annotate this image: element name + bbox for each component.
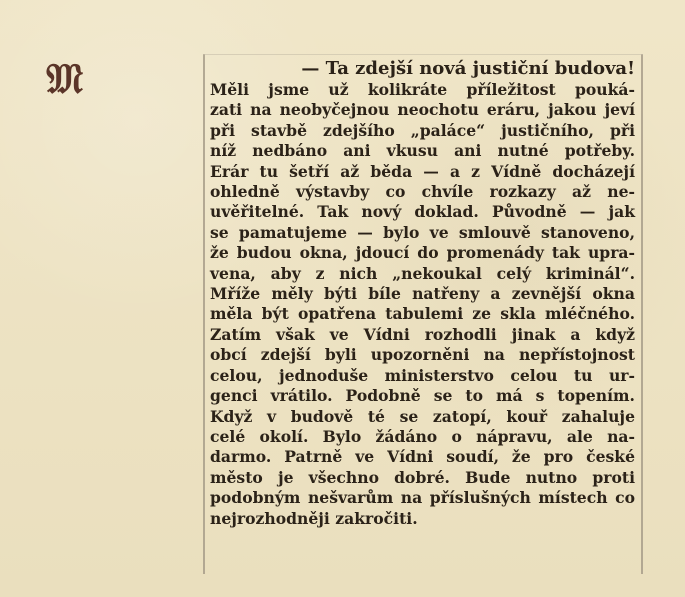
- article-line: zati na neobyčejnou neochotu eráru, jakou jeví: [210, 100, 635, 120]
- article-line: Když v budově té se zatopí, kouř zahaluje: [210, 406, 635, 426]
- article-line: uvěřitelné. Tak nový doklad. Původně — jak: [210, 202, 635, 222]
- article-line: celou, jednoduše ministerstvo celou tu ur-: [210, 365, 635, 385]
- article-line: že budou okna, jdoucí do promenády tak upra-: [210, 243, 635, 263]
- article-line: město je všechno dobré. Bude nutno proti: [210, 467, 635, 487]
- article-line: podobným nešvarům na příslušných místech co: [210, 488, 635, 508]
- left-column-rule: [203, 54, 205, 574]
- article-line: nejrozhodněji zakročiti.: [210, 508, 418, 528]
- article-line: Měli jsme už kolikráte příležitost pouká-: [210, 80, 635, 99]
- right-column-rule: [641, 54, 643, 574]
- article-line: celé okolí. Bylo žádáno o nápravu, ale na-: [210, 426, 635, 446]
- article-line: se pamatujeme — bylo ve smlouvě stanoveno,: [210, 222, 635, 242]
- top-column-rule: [203, 54, 643, 55]
- article-headline: — Ta zdejší nová justiční budova!: [301, 58, 635, 79]
- article-line: vena, aby z nich „nekoukal celý kriminál“.: [210, 263, 635, 283]
- margin-mark: 𝔐: [46, 54, 82, 103]
- article-line: ohledně výstavby co chvíle rozkazy až ne-: [210, 182, 635, 202]
- article-line: obcí zdejší byli upozorněni na nepřístojnost: [210, 345, 635, 365]
- article-line: genci vrátilo. Podobně se to má s topením.: [210, 386, 635, 406]
- article-line: darmo. Patrně ve Vídni soudí, že pro české: [210, 447, 635, 467]
- article-line: měla být opatřena tabulemi ze skla mléčného.: [210, 304, 635, 324]
- article-line: při stavbě zdejšího „paláce“ justičního, při: [210, 120, 635, 140]
- article-line: níž nedbáno ani vkusu ani nutné potřeby.: [210, 141, 635, 161]
- article-line: Zatím však ve Vídni rozhodli jinak a když: [210, 324, 635, 344]
- article-line: Mříže měly býti bíle natřeny a zevnější okna: [210, 284, 635, 304]
- article-line: Erár tu šetří až běda — a z Vídně docházejí: [210, 161, 635, 181]
- article-text-block: [210, 58, 635, 529]
